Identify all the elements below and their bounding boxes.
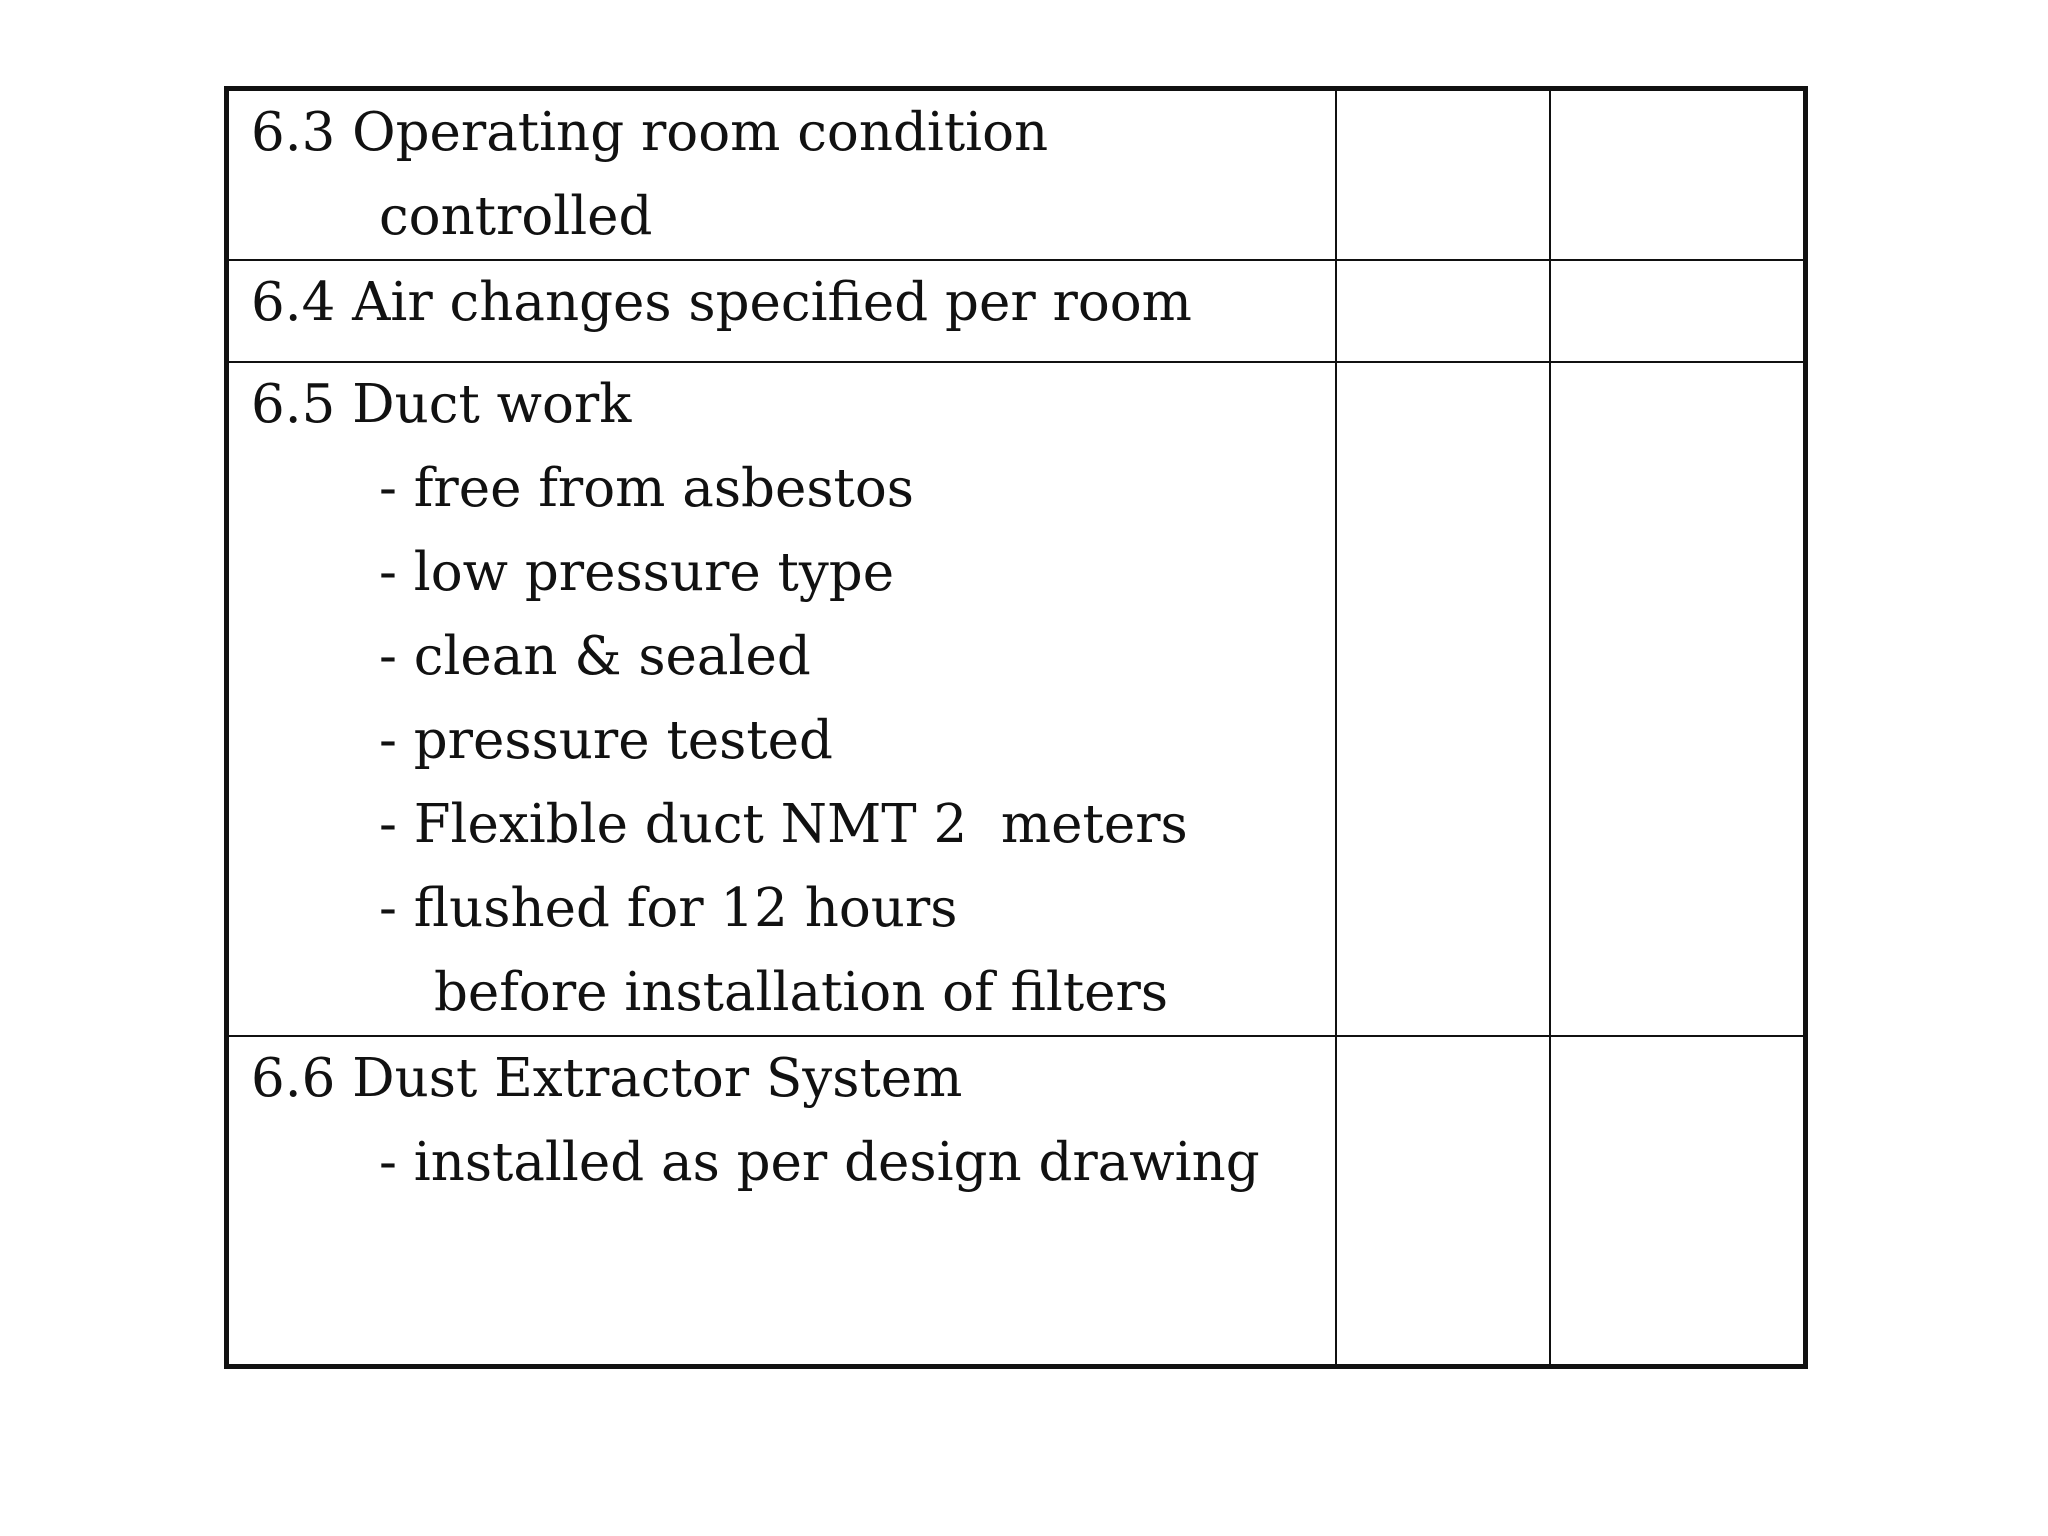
checklist-row-6-3 [227, 89, 1806, 261]
item-description-cell [227, 260, 1337, 362]
check-cell-1[interactable] [1336, 1036, 1550, 1366]
section-heading: 6.6 Dust Extractor System [251, 1048, 963, 1109]
check-cell-2[interactable] [1550, 362, 1806, 1036]
check-cell-2[interactable] [1550, 89, 1806, 261]
checklist-row-6-5 [227, 362, 1806, 1036]
sub-item: - clean & sealed [379, 626, 811, 687]
item-description-cell [227, 89, 1337, 261]
sub-item: - free from asbestos [379, 458, 914, 519]
checklist-row-6-6 [227, 1036, 1806, 1366]
sub-item: - installed as per design drawing [379, 1132, 1260, 1193]
sub-item: - Flexible duct NMT 2 meters [379, 794, 1188, 855]
section-heading-continuation: controlled [379, 186, 653, 247]
section-heading: 6.3 Operating room condition [251, 102, 1049, 163]
section-heading: 6.4 Air changes specified per room [251, 272, 1192, 333]
check-cell-1[interactable] [1336, 89, 1550, 261]
sub-item: - low pressure type [379, 542, 895, 603]
check-cell-2[interactable] [1550, 260, 1806, 362]
check-cell-1[interactable] [1336, 362, 1550, 1036]
sub-item-continuation: before installation of filters [434, 962, 1169, 1023]
sub-item: - pressure tested [379, 710, 833, 771]
check-cell-2[interactable] [1550, 1036, 1806, 1366]
checklist-row-6-4 [227, 260, 1806, 362]
item-description-cell [227, 362, 1337, 1036]
checklist-table [224, 86, 1808, 1369]
section-heading: 6.5 Duct work [251, 374, 632, 435]
item-description-cell [227, 1036, 1337, 1366]
check-cell-1[interactable] [1336, 260, 1550, 362]
sub-item: - flushed for 12 hours [379, 878, 958, 939]
